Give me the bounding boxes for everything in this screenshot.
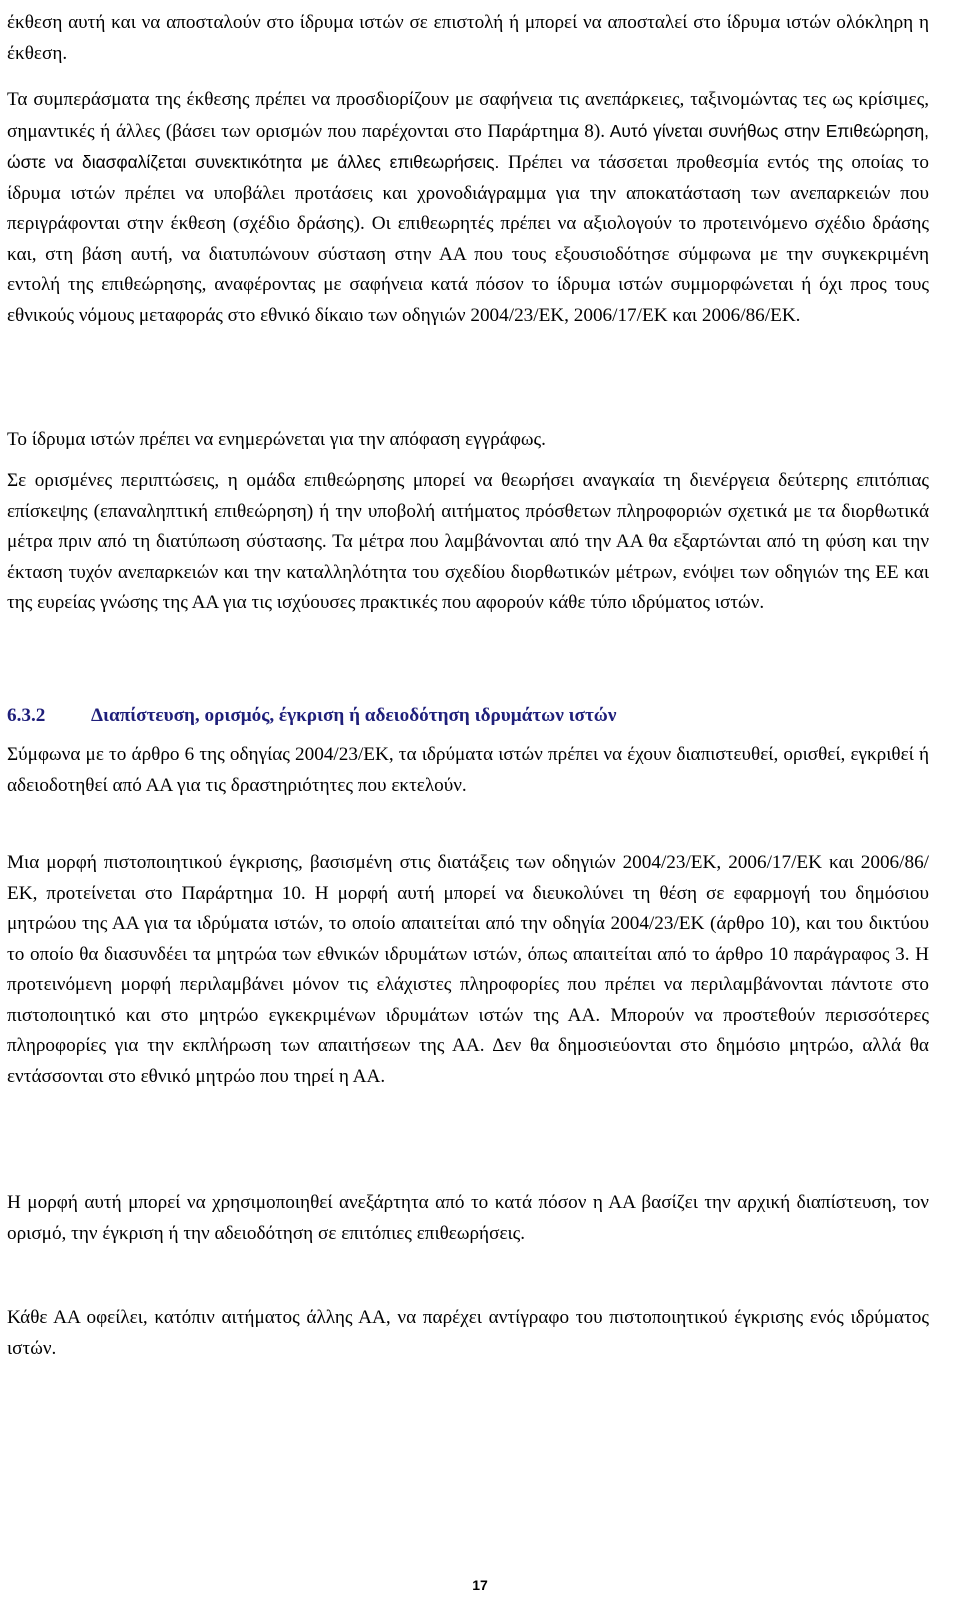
- paragraph-follow-up-inspection: Σε ορισμένες περιπτώσεις, η ομάδα επιθεώρησης μπορεί να θεωρήσει αναγκαία τη διενέργεια δεύτερης επιτόπιας επίσκεψης (επαναληπτική επιθεώρηση) ή την υποβολή αιτήματος πρόσθετων πληροφοριών σχετικά με τα διορθωτικά μέτρα πριν από τη διατύπωση σύστασης. Τα μέτρα που λαμβάνονται από την ΑΑ θα εξαρτώνται από τη φύση και την έκταση τυχόν ανεπαρκειών και την καταλληλότητα του σχεδίου διορθωτικών μέτρων, ενόψει των οδηγιών της ΕΕ και της ευρείας γνώσης της ΑΑ για τις ισχύουσες πρακτικές που αφορούν κάθε τύπο ιδρύματος ιστών.: [7, 470, 929, 613]
- paragraph-report-conclusions: [7, 85, 929, 331]
- section-heading: [7, 701, 929, 732]
- paragraph-form-usage: Η μορφή αυτή μπορεί να χρησιμοποιηθεί ανεξάρτητα από το κατά πόσον η ΑΑ βασίζει την αρχική διαπίστευση, τον ορισμό, την έγκριση ή την αδειοδότηση σε επιτόπιες επιθεωρήσεις.: [7, 1192, 929, 1244]
- paragraph-conclusions-part-3: Πρέπει να τάσσεται προθεσμία εντός της οποίας το ίδρυμα ιστών πρέπει να υποβάλει προτάσεις και χρονοδιάγραμμα για την αποκατάσταση των ανεπαρκειών που περιγράφονται στην έκθεση (σχέδιο δράσης). Οι επιθεωρητές πρέπει να αξιολογούν το προτεινόμενο σχέδιο δράσης και, στη βάση αυτή, να διατυπώνουν σύσταση στην ΑΑ που τους εξουσιοδότησε σύμφωνα με την συγκεκριμένη εντολή της επιθεώρησης, αναφέροντας με σαφήνεια κατά πόσον το ίδρυμα ιστών συμμορφώνεται ή όχι προς τους εθνικούς νόμους μεταφοράς στο εθνικό δίκαιο των οδηγιών 2004/23/ΕΚ, 2006/17/ΕΚ και 2006/86/ΕΚ.: [7, 152, 930, 326]
- section-number: 6.3.2: [7, 705, 46, 726]
- paragraph-conclusions-part-2: Αυτό γίνεται συνήθως στην Επιθεώρηση, ώστε να διασφαλίζεται συνεκτικότητα με άλλες επιθεωρήσεις.: [7, 120, 930, 172]
- paragraph-article-6: Σύμφωνα με το άρθρο 6 της οδηγίας 2004/23/ΕΚ, τα ιδρύματα ιστών πρέπει να έχουν διαπιστευθεί, ορισθεί, εγκριθεί ή αδειοδοτηθεί από ΑΑ για τις δραστηριότητες που εκτελούν.: [7, 744, 929, 796]
- paragraph-conclusions-part-1: Τα συμπεράσματα της έκθεσης πρέπει να προσδιορίζουν με σαφήνεια τις ανεπάρκειες, ταξινομώντας τες ως κρίσιμες, σημαντικές ή άλλες (βάσει των ορισμών που παρέχονται στο Παράρτημα 8).: [7, 89, 929, 142]
- page-number: 17: [472, 1577, 488, 1593]
- paragraph-certificate-form: Μια μορφή πιστοποιητικού έγκρισης, βασισμένη στις διατάξεις των οδηγιών 2004/23/ΕΚ, 2006/17/ΕΚ και 2006/86/ΕΚ, προτείνεται στο Παράρτημα 10. Η μορφή αυτή μπορεί να διευκολύνει τη θέση σε εφαρμογή του δημόσιου μητρώου της ΑΑ για τα ιδρύματα ιστών, το οποίο απαιτείται από την οδηγία 2004/23/ΕΚ (άρθρο 10), και του δικτύου το οποίο θα διασυνδέει τα μητρώα των εθνικών ιδρυμάτων ιστών, όπως απαιτείται από το άρθρο 10 παράγραφος 3. Η προτεινόμενη μορφή περιλαμβάνει μόνον τις ελάχιστες πληροφορίες που πρέπει να περιλαμβάνονται πάντοτε στο πιστοποιητικό και στο μητρώο εγκεκριμένων ιδρυμάτων ιστών της ΑΑ. Μπορούν να προστεθούν περισσότερες πληροφορίες για την εκπλήρωση των απαιτήσεων της ΑΑ. Δεν θα δημοσιεύονται στο δημόσιο μητρώο, αλλά θα εντάσσονται στο εθνικό μητρώο που τηρεί η ΑΑ.: [7, 852, 929, 1087]
- paragraph-report-continuation: έκθεση αυτή και να αποσταλούν στο ίδρυμα ιστών σε επιστολή ή μπορεί να αποσταλεί στο ίδρυμα ιστών ολόκληρη η έκθεση.: [7, 12, 929, 64]
- paragraph-certificate-copy: Κάθε ΑΑ οφείλει, κατόπιν αιτήματος άλλης ΑΑ, να παρέχει αντίγραφο του πιστοποιητικού έγκρισης ενός ιδρύματος ιστών.: [7, 1307, 929, 1359]
- section-title: Διαπίστευση, ορισμός, έγκριση ή αδειοδότηση ιδρυμάτων ιστών: [91, 705, 617, 726]
- paragraph-written-notification: Το ίδρυμα ιστών πρέπει να ενημερώνεται για την απόφαση εγγράφως.: [7, 429, 546, 450]
